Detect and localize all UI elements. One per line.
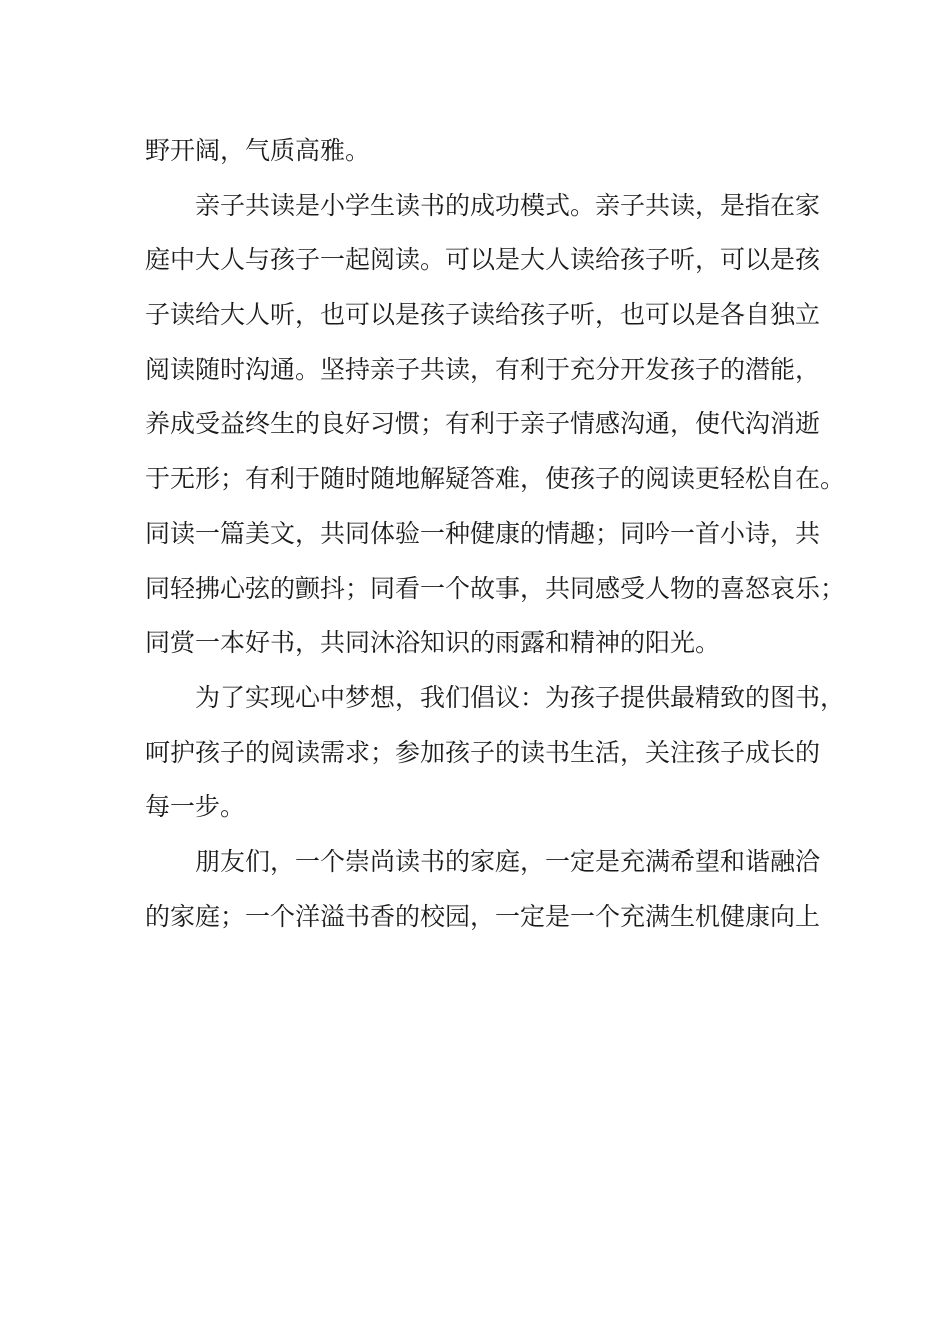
text-line: 庭中大人与孩子一起阅读。可以是大人读给孩子听，可以是孩 <box>145 245 821 275</box>
text-line: 亲子共读是小学生读书的成功模式。亲子共读，是指在家 <box>195 190 821 220</box>
paragraph <box>145 124 820 179</box>
text-line: 阅读随时沟通。坚持亲子共读，有利于充分开发孩子的潜能， <box>145 354 821 384</box>
text-line: 同轻拂心弦的颤抖；同看一个故事，共同感受人物的喜怒哀乐； <box>145 573 846 603</box>
text-line: 野开阔，气质高雅。 <box>145 136 371 165</box>
body-text <box>145 124 846 944</box>
text-line: 每一步。 <box>145 792 246 822</box>
text-line: 的家庭；一个洋溢书香的校园，一定是一个充满生机健康向上 <box>145 901 821 931</box>
paragraph <box>145 179 846 671</box>
text-line: 于无形；有利于随时随地解疑答难，使孩子的阅读更轻松自在。 <box>145 464 846 494</box>
paragraph <box>145 835 820 944</box>
text-line: 子读给大人听，也可以是孩子读给孩子听，也可以是各自独立 <box>145 300 821 330</box>
text-line: 同读一篇美文，共同体验一种健康的情趣；同吟一首小诗，共 <box>145 518 821 548</box>
text-line: 为了实现心中梦想，我们倡议：为孩子提供最精致的图书， <box>195 682 846 712</box>
text-line: 朋友们，一个崇尚读书的家庭，一定是充满希望和谐融洽 <box>195 846 821 876</box>
text-line: 同赏一本好书，共同沐浴知识的雨露和精神的阳光。 <box>145 628 721 658</box>
paragraph <box>145 671 846 835</box>
text-line: 养成受益终生的良好习惯；有利于亲子情感沟通，使代沟消逝 <box>145 409 821 439</box>
text-line: 呵护孩子的阅读需求；参加孩子的读书生活，关注孩子成长的 <box>145 737 821 767</box>
